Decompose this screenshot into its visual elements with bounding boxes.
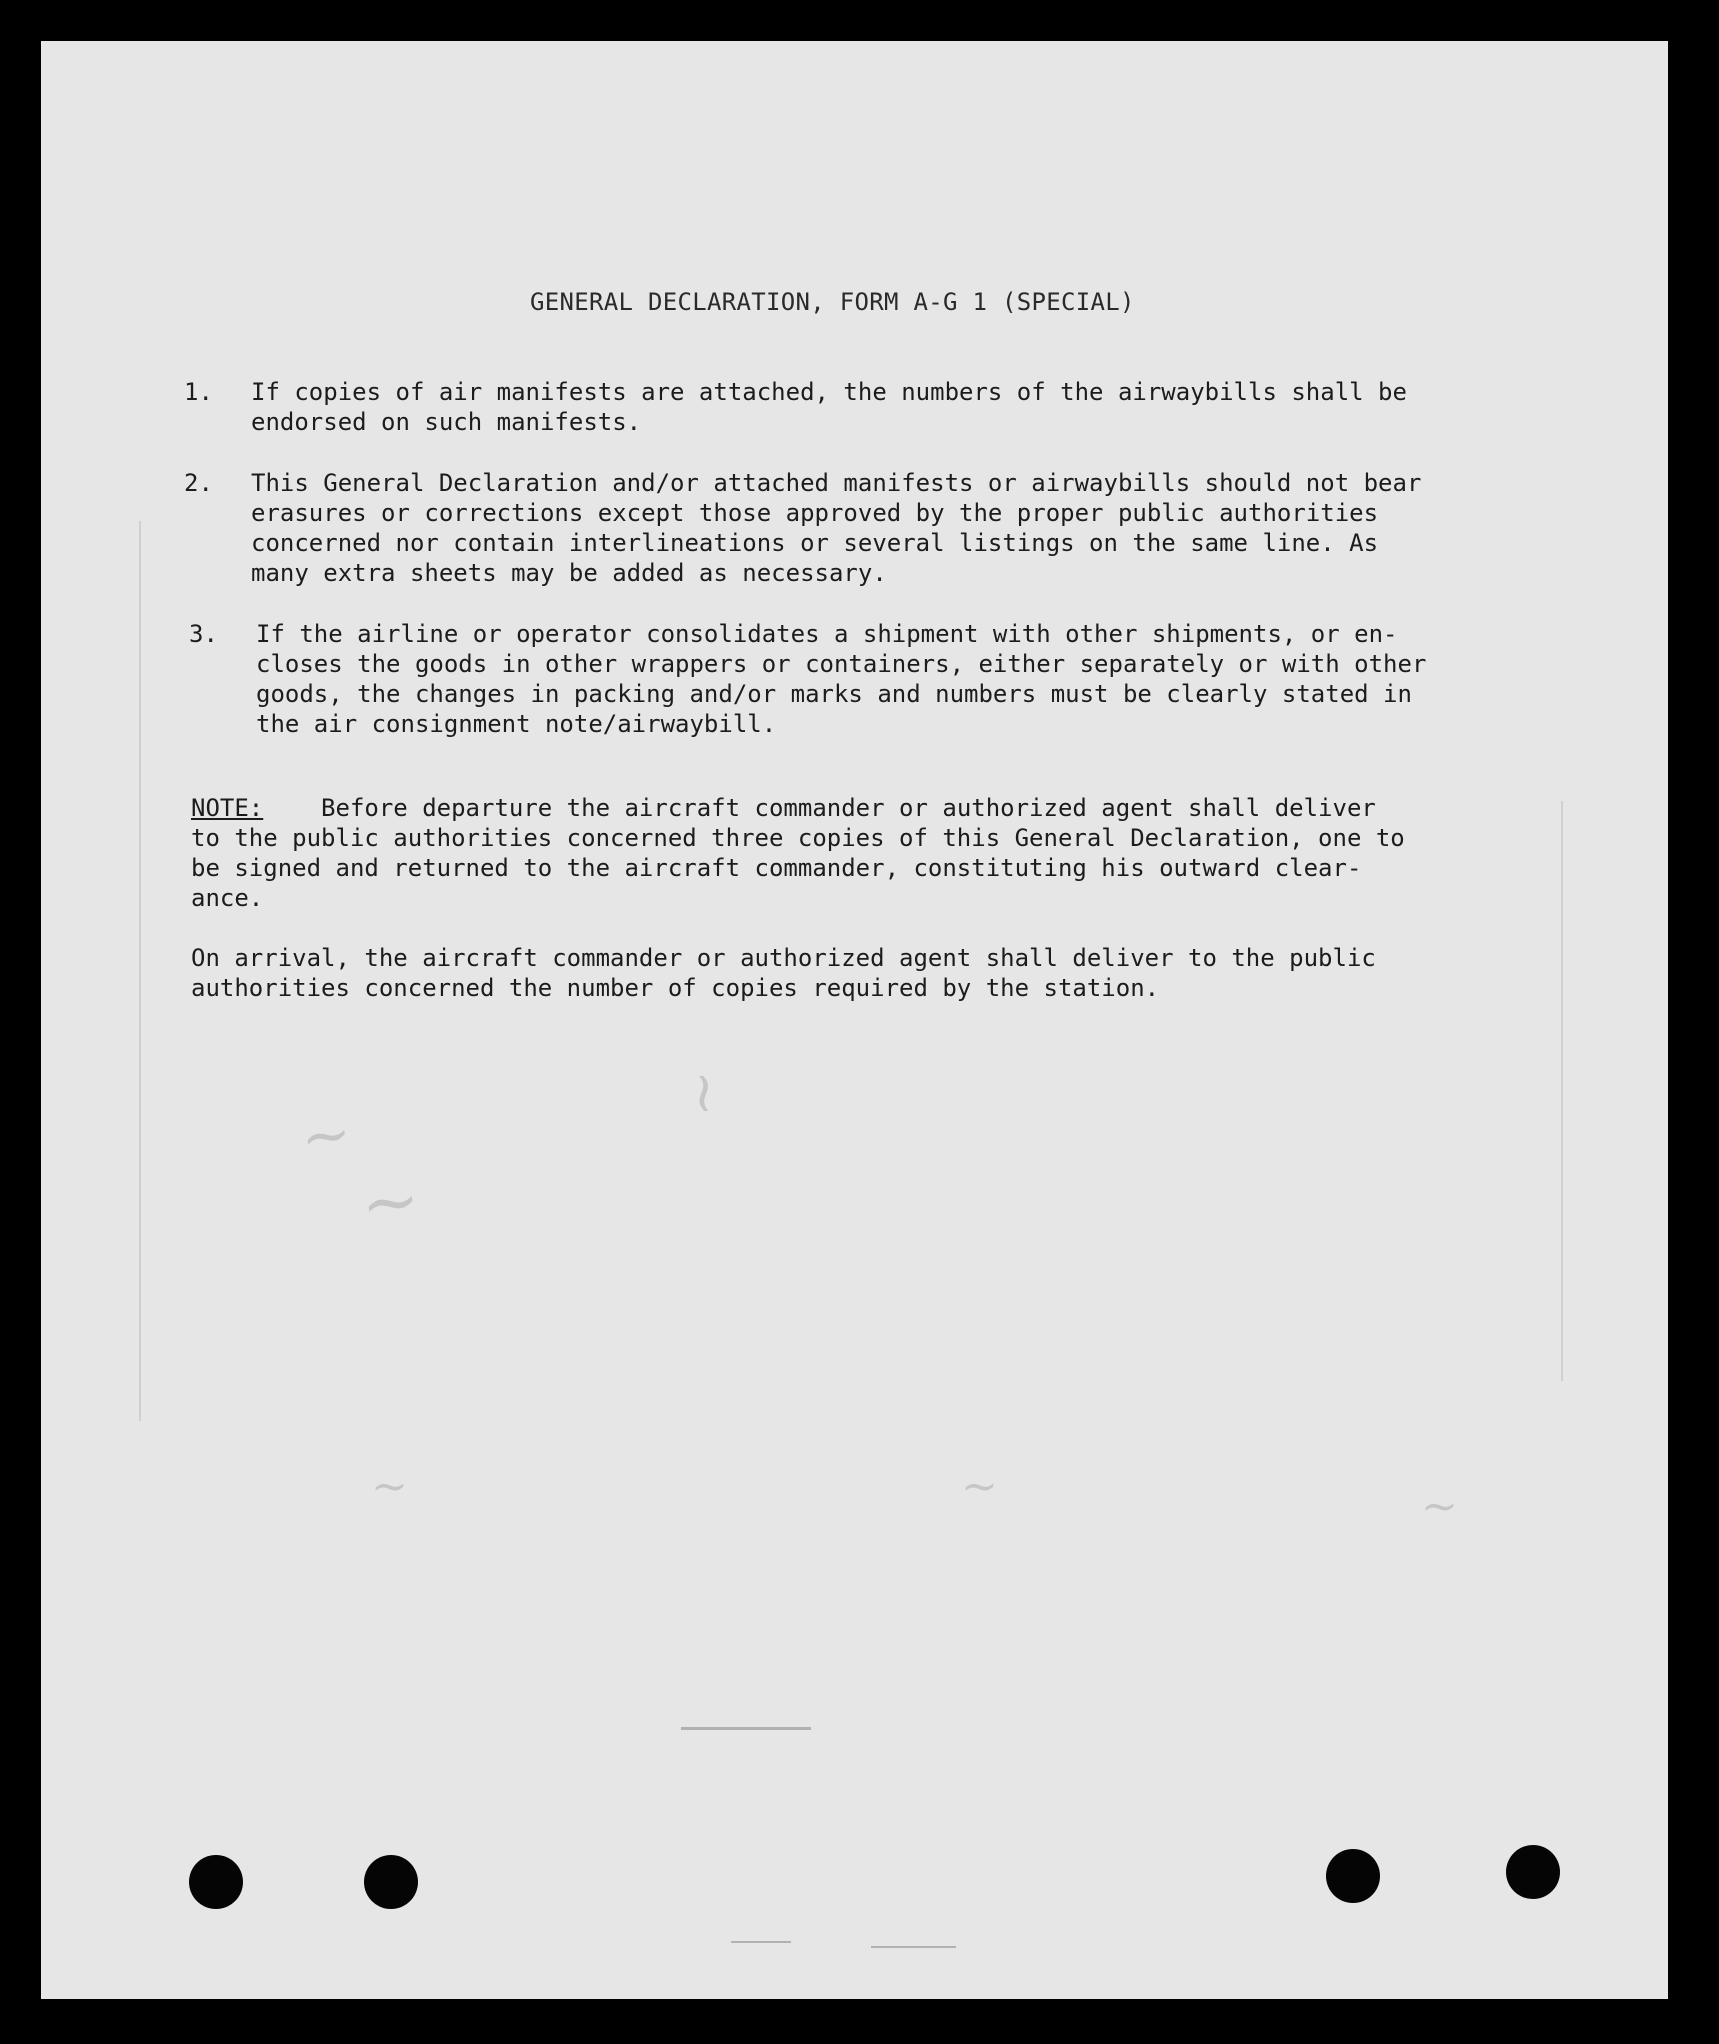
bleed-through-handwriting: ~ (296, 1097, 356, 1175)
arrival-line: authorities concerned the number of copies required by the station. (191, 974, 1160, 1002)
note-paragraph (191, 793, 1541, 913)
bleed-through-handwriting: ~ (371, 1461, 408, 1512)
bleed-through-handwriting: ~ (356, 1158, 424, 1246)
bleed-through-handwriting: ~ (1421, 1481, 1458, 1532)
note-line: ance. (191, 884, 264, 912)
faint-margin-line (1561, 801, 1563, 1381)
document-page (41, 41, 1668, 1999)
faint-margin-line (139, 521, 141, 1421)
bleed-through-handwriting: ~ (671, 1070, 737, 1117)
item-line: If the airline or operator consolidates a shipment with other shipments, or en- (256, 620, 1398, 648)
item-line: erasures or corrections except those approved by the proper public authorities (251, 499, 1379, 527)
punch-hole (1326, 1849, 1380, 1903)
punch-hole (1506, 1845, 1560, 1899)
ink-smudge (681, 1727, 811, 1730)
ink-smudge (731, 1941, 791, 1943)
item-line: closes the goods in other wrappers or containers, either separately or with other (256, 650, 1427, 678)
note-first-line-text: Before departure the aircraft commander or authorized agent shall deliver (321, 794, 1376, 822)
item-line: This General Declaration and/or attached manifests or airwaybills should not bear (251, 469, 1422, 497)
note-first-line (191, 793, 1541, 823)
item-line: many extra sheets may be added as necessary. (251, 559, 887, 587)
item-line: If copies of air manifests are attached, the numbers of the airwaybills shall be (251, 378, 1407, 406)
item-text (256, 619, 1536, 739)
item-number: 1. (184, 378, 213, 406)
item-text (251, 377, 1531, 437)
arrival-paragraph (191, 943, 1551, 1003)
item-line: the air consignment note/airwaybill. (256, 710, 777, 738)
item-text (251, 468, 1531, 588)
note-line: to the public authorities concerned three copies of this General Declaration, one to (191, 824, 1405, 852)
punch-hole (364, 1855, 418, 1909)
ink-smudge (871, 1946, 956, 1948)
item-number: 2. (184, 469, 213, 497)
item-line: goods, the changes in packing and/or marks and numbers must be clearly stated in (256, 680, 1412, 708)
punch-hole (189, 1855, 243, 1909)
note-label: NOTE: (191, 794, 264, 822)
item-number: 3. (189, 620, 218, 648)
item-line: endorsed on such manifests. (251, 408, 642, 436)
arrival-line: On arrival, the aircraft commander or authorized agent shall deliver to the public (191, 944, 1376, 972)
page-title: GENERAL DECLARATION, FORM A-G 1 (SPECIAL) (530, 288, 1135, 316)
item-line: concerned nor contain interlineations or several listings on the same line. As (251, 529, 1379, 557)
note-line: be signed and returned to the aircraft commander, constituting his outward clear- (191, 854, 1362, 882)
bleed-through-handwriting: ~ (961, 1461, 998, 1512)
